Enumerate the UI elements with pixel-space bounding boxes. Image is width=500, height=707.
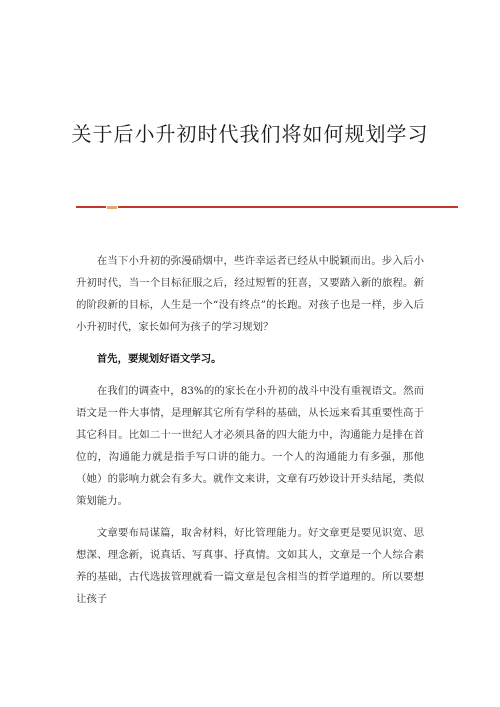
title-divider <box>76 206 458 209</box>
document-title: 关于后小升初时代我们将如何规划学习 <box>71 122 429 146</box>
document-body <box>76 250 424 610</box>
divider-gold-accent <box>107 206 117 209</box>
section-heading: 首先，要规划好语文学习。 <box>96 353 222 365</box>
divider-red-line <box>76 206 458 208</box>
paragraph-intro: 在当下小升初的弥漫硝烟中，些许幸运者已经从中脱颖而出。步入后小升初时代，当一个目标征服之后，经过短暂的狂喜，又要踏入新的旅程。新的阶段新的目标，人生是一个“没有终点”的长跑。对孩子也是一样，步入后小升初时代，家长如何为孩子的学习规划？ <box>76 255 424 333</box>
paragraph-chinese-study: 在我们的调查中，83%的的家长在小升初的战斗中没有重视语文。然而语文是一件大事情，是理解其它所有学科的基础，从长远来看其重要性高于其它科目。比如二十一世纪人才必须具备的四大能力中，沟通能力是排在首位的，沟通能力就是指手写口讲的能力。一个人的沟通能力有多强，那他（她）的影响力就会有多大。就作文来讲，文章有巧妙设计开头结尾，类似策划能力。 <box>76 385 424 507</box>
paragraph-writing: 文章要布局谋篇，取舍材料，好比管理能力。好文章更是要见识宽、思想深、理念新，说真话、写真事、抒真情。文如其人，文章是一个人综合素养的基础，古代选拔管理就看一篇文章是包含相当的哲学道理的。所以要想让孩子 <box>76 527 424 605</box>
